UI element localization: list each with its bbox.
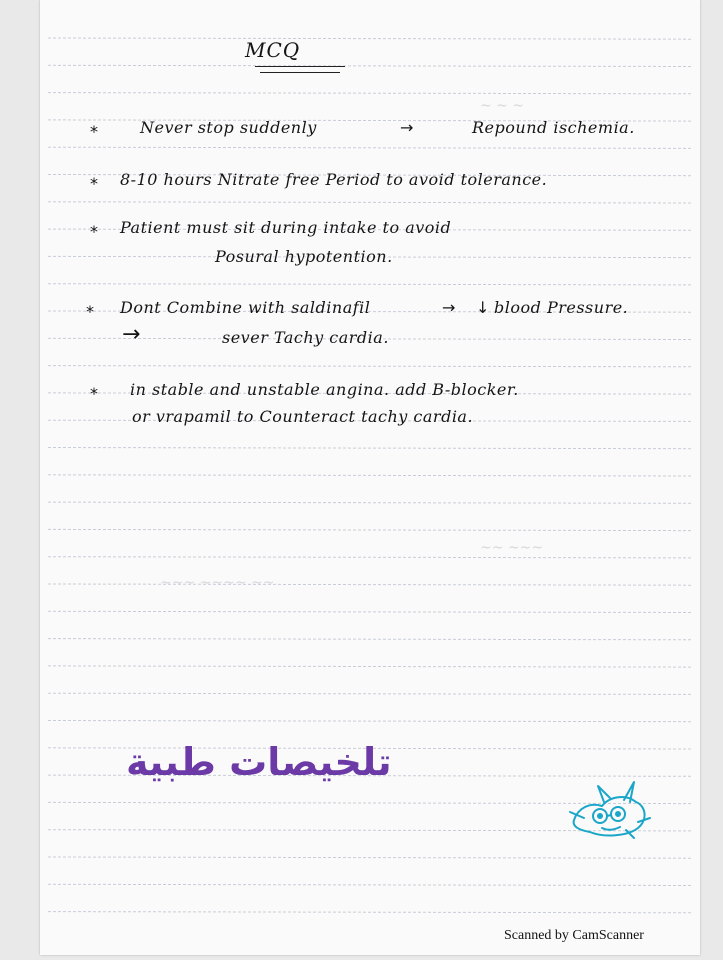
bleed-through-text: ~~ ~~~ — [480, 540, 544, 556]
note-line: Patient must sit during intake to avoid — [120, 218, 452, 237]
ruled-line — [48, 502, 692, 503]
ruled-line — [48, 666, 692, 667]
ruled-line — [48, 147, 692, 148]
bullet-marker: * — [90, 384, 98, 403]
scanner-footer: Scanned by CamScanner — [504, 928, 644, 943]
note-line: Dont Combine with saldinafil — [120, 298, 371, 317]
cartoon-doodle-stamp-icon — [564, 772, 654, 842]
note-line: Posural hypotention. — [215, 247, 393, 266]
page-title: MCQ — [245, 38, 301, 62]
ruled-line — [48, 93, 692, 94]
arabic-watermark: تلخيصات طبية — [126, 740, 392, 784]
ruled-line — [48, 202, 692, 203]
bullet-marker: * — [86, 302, 94, 321]
ruled-line — [48, 912, 692, 913]
bleed-through-text: ~ ~ ~ — [480, 98, 525, 114]
ruled-line — [48, 693, 692, 694]
bullet-marker: * — [90, 174, 98, 193]
note-line: sever Tachy cardia. — [222, 328, 389, 347]
ruled-line — [48, 475, 692, 476]
bullet-marker: * — [90, 122, 98, 141]
arrow-icon: → — [442, 298, 456, 317]
note-line: Never stop suddenly — [140, 118, 317, 137]
bullet-marker: * — [90, 222, 98, 241]
bleed-through-text: ~~~ ~~~~ ~~ — [160, 575, 275, 591]
note-line: Repound ischemia. — [472, 118, 635, 137]
ruled-line — [48, 529, 692, 530]
down-arrow-icon: ↓ — [476, 298, 490, 317]
ruled-line — [48, 639, 692, 640]
ruled-line — [48, 857, 692, 858]
note-line: blood Pressure. — [494, 298, 629, 317]
arrow-icon: → — [400, 118, 414, 137]
ruled-line — [48, 65, 692, 66]
ruled-line — [48, 448, 692, 449]
title-underline — [260, 72, 340, 73]
ruled-line — [48, 611, 692, 612]
note-line: in stable and unstable angina. add B-blocker. — [130, 380, 519, 399]
ruled-line — [48, 584, 692, 585]
title-underline — [255, 66, 345, 67]
ruled-line — [48, 284, 692, 285]
note-line: or vrapamil to Counteract tachy cardia. — [132, 407, 474, 426]
ruled-line — [48, 884, 692, 885]
arrow-icon: → — [122, 322, 141, 347]
scanned-page — [40, 0, 700, 955]
ruled-line — [48, 366, 692, 367]
ruled-line — [48, 557, 692, 558]
note-line: 8-10 hours Nitrate free Period to avoid tolerance. — [120, 170, 548, 189]
ruled-line — [48, 721, 692, 722]
ruled-line — [48, 38, 692, 39]
